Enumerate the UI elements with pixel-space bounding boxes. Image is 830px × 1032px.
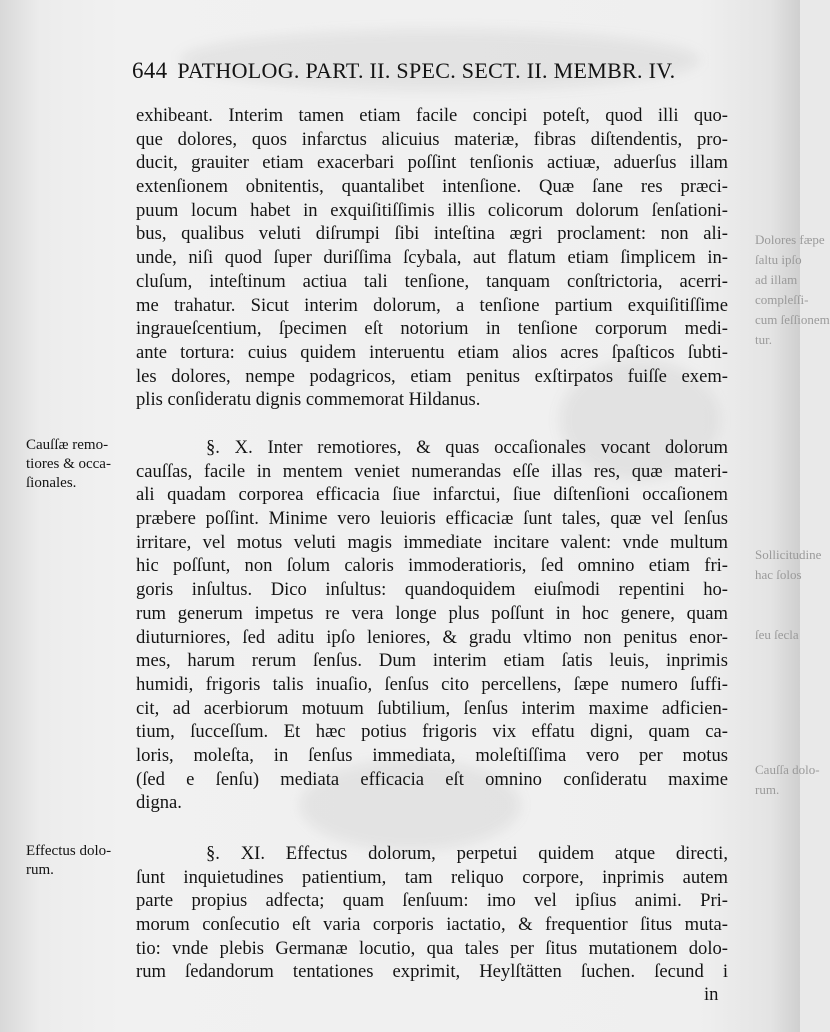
text-line: unde, niſi quod ſuper duriſſima ſcybala, aut flatum etiam ſimplicem in-	[136, 247, 728, 269]
text-line: cit, ad acerbiorum motuum ſubtilium, ſenſus interim maxime adficien-	[136, 697, 728, 719]
bleed-through-text: Sollicitudine hac ſolos ſeu ſecla	[755, 547, 822, 642]
running-header	[132, 58, 675, 84]
text-line: extenſionem obnitentis, quantalibet intenſione. Quæ ſane res præci-	[136, 176, 728, 198]
text-line: ali quadam corporea efficacia ſiue infarctui, ſiue diſtenſioni occaſionem	[136, 484, 728, 506]
text-line: cluſum, inteſtinum actiua tali tenſione, tanquam conſtrictoria, acerri-	[136, 270, 728, 292]
text-line: ducit, grauiter etiam exacerbari poſſint tenſionis actiuæ, aduerſus illam	[136, 152, 728, 174]
catchword: in	[704, 984, 719, 1005]
text-line: que dolores, quos infarctus alicuius materiæ, fibras diſtendentis, pro-	[136, 128, 728, 150]
section-xi	[136, 842, 728, 984]
text-line: (ſed e ſenſu) mediata efficacia eſt omnino conſideratu maxime	[136, 768, 728, 790]
text-line: goris inſultus. Dico inſultus: quandoquidem eiuſmodi repentini ho-	[136, 579, 728, 601]
text-line: præbere poſſint. Minime vero leuioris efficaciæ ſunt tales, quæ vel ſenſus	[136, 508, 728, 530]
text-line: les dolores, nempe podagricos, etiam penitus exſtirpatos fuiſſe exem-	[136, 365, 728, 387]
page-number: 644	[132, 58, 168, 83]
text-line: me trahatur. Sicut interim dolorum, a tenſione partium exquiſitiſſime	[136, 294, 728, 316]
text-line: diuturniores, ſed aditu ipſo leniores, & gradu vltimo non penitus enor-	[136, 626, 728, 648]
text-line: plis conſideratu dignis commemorat Hildanus.	[136, 389, 481, 411]
text-line: rum generum impetus re vera longe plus poſſunt in hoc genere, quam	[136, 602, 728, 624]
bleed-through-text: Cauſſa dolo- rum.	[755, 762, 820, 797]
text-line: loris, moleſta, in ſenſus immediata, moleſtiſſima vero per motus	[136, 744, 728, 766]
text-line: digna.	[136, 792, 182, 814]
text-line: morum conſecutio eſt varia corporis iactatio, & frequentior ſitus muta-	[136, 914, 728, 936]
margin-note-effects: Effectus dolo- rum.	[26, 843, 112, 878]
text-line: tium, ſucceſſum. Et hæc potius frigoris vix effatu digni, quam ca-	[136, 721, 728, 743]
text-line: irritare, vel motus veluti magis immediate incitare valent: vnde multum	[136, 531, 728, 553]
text-line: ſunt inquietudines patientium, tam reliquo corpore, inprimis autem	[136, 866, 728, 888]
text-line: hic poſſunt, non ſolum caloris immoderatioris, ſed omnino etiam fri-	[136, 555, 728, 577]
section-heading-line: §. XI. Effectus dolorum, perpetui quidem atque directi,	[206, 843, 728, 864]
bleed-through-text: Dolores fæpe ſaltu ipſo ad illam compleſſi- cum ſeſſionem tur.	[755, 232, 830, 347]
text-line: ingraueſcentium, ſpecimen eſt notorium in tenſione corporum medi-	[136, 318, 728, 340]
text-line: exhibeant. Interim tamen etiam facile concipi poteſt, quod illi quo-	[136, 105, 728, 126]
text-line: ante tortura: cuius quidem interuentu etiam alios acres ſpaſticos ſubti-	[136, 341, 728, 363]
text-line: mes, harum rerum ſenſus. Dum interim etiam ſatis leuis, inprimis	[136, 650, 728, 672]
text-line: humidi, frigoris talis inuaſio, ſenſus cito percellens, ſæpe numero ſuffi-	[136, 673, 728, 695]
margin-note-causes: Cauſſæ remo- tiores & occa- ſionales.	[26, 437, 111, 491]
text-line: parte propius adfecta; quam ſenſuum: imo vel ipſius animi. Pri-	[136, 890, 728, 912]
section-heading-line: §. X. Inter remotiores, & quas occaſionales vocant dolorum	[206, 437, 728, 458]
paragraph-continuation	[136, 104, 728, 412]
text-line: bus, qualibus veluti diſrumpi ſibi inteſtina ægri proclament: non ali-	[136, 223, 728, 245]
running-title: PATHOLOG. PART. II. SPEC. SECT. II. MEMBR. IV.	[177, 58, 676, 83]
section-x	[136, 436, 728, 815]
text-line: rum ſedandorum tentationes exprimit, Heylſtätten ſuchen. ſecund i	[136, 961, 728, 983]
text-line: tio: vnde plebis Germanæ locutio, qua tales per ſitus mutationem dolo-	[136, 937, 728, 959]
text-line: puum locum habet in exquiſitiſſimis illis colicorum dolorum ſenſationi-	[136, 199, 728, 221]
text-line: cauſſas, facile in mentem veniet numerandas eſſe illas res, quæ materi-	[136, 460, 728, 482]
